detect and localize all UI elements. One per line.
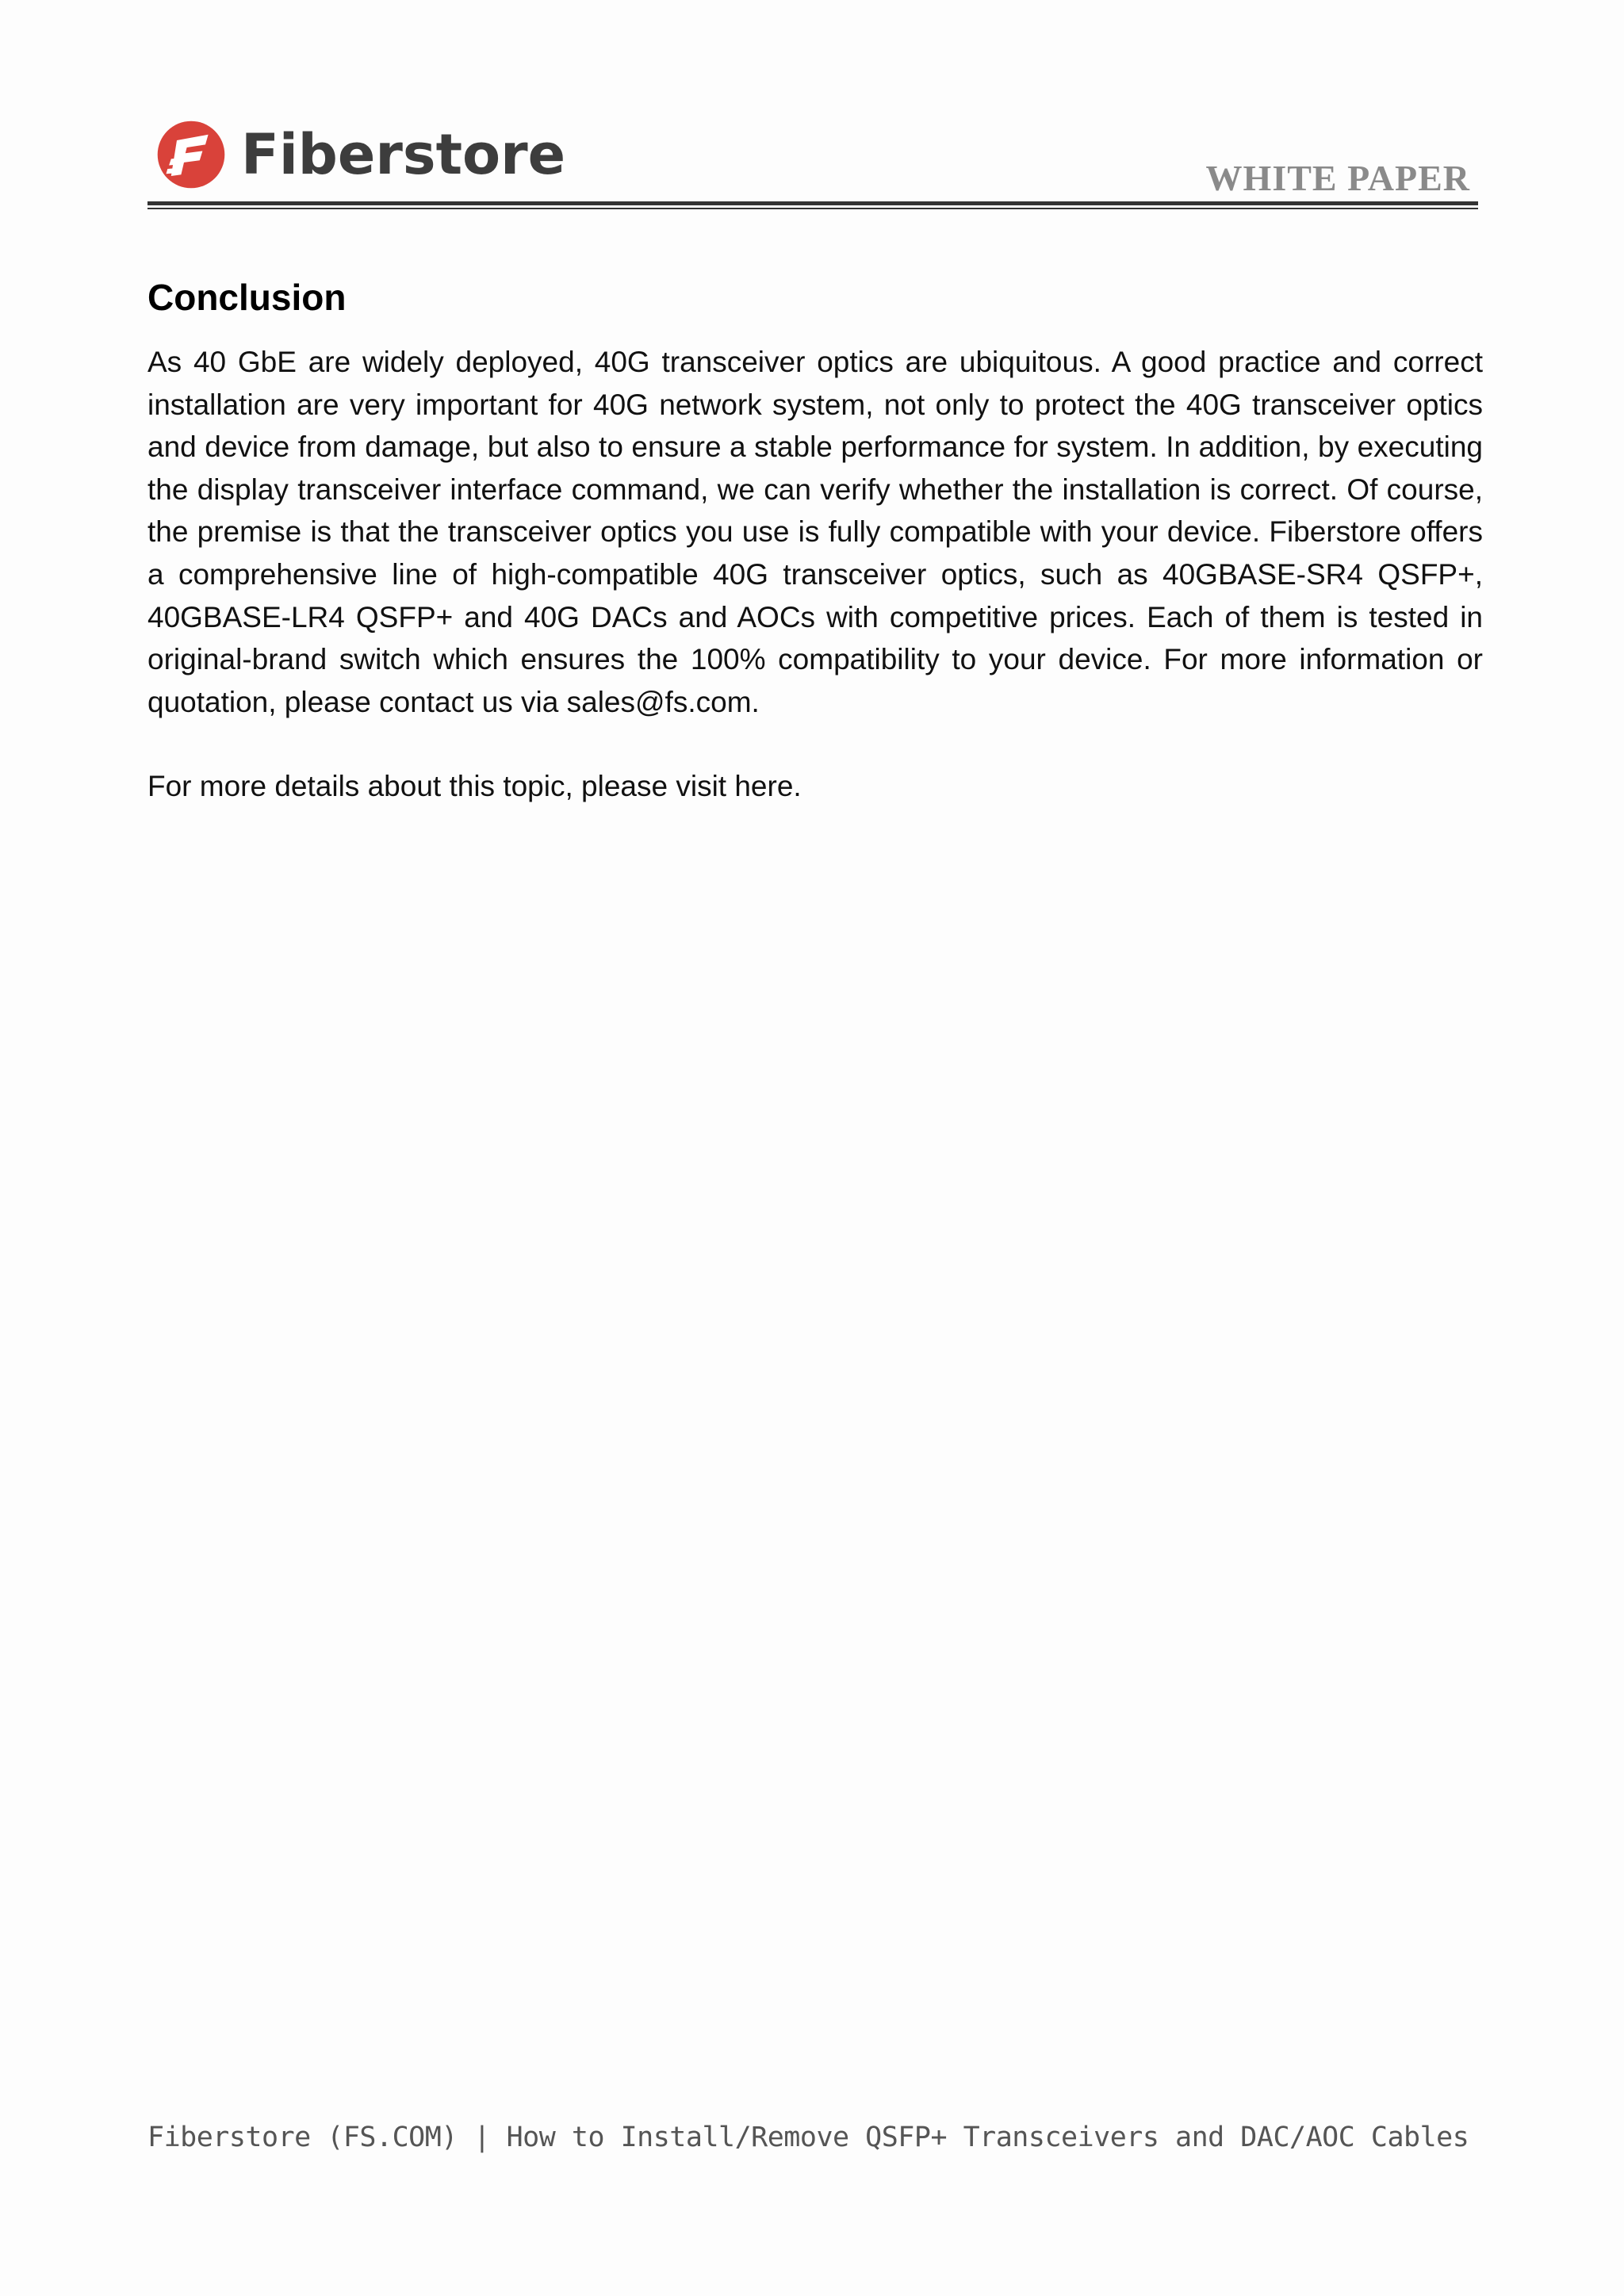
conclusion-paragraph: As 40 GbE are widely deployed, 40G transceiver optics are ubiquitous. A good practice and correct installation are very important for 40G network system, not only to protect the 40G transceiver optics and device from damage, but also to ensure a stable performance for system. In addition, by executing the display transceiver interface command, we can verify whether the installation is correct. Of course, the premise is that the transceiver optics you use is fully compatible with your device. Fiberstore offers a comprehensive line of high-compatible 40G transceiver optics, such as 40GBASE-SR4 QSFP+, 40GBASE-LR4 QSFP+ and 40G DACs and AOCs with competitive prices. Each of them is tested in original-brand switch which ensures the 100% compatibility to your device. For more information or quotation, please contact us via sales@fs.com. bbox=[147, 346, 1483, 718]
main-content bbox=[147, 270, 1483, 808]
header-divider-thin bbox=[147, 208, 1478, 209]
fiberstore-logo-icon bbox=[155, 119, 227, 190]
details-paragraph: For more details about this topic, please visit here. bbox=[147, 770, 802, 803]
header-divider-thick bbox=[147, 201, 1478, 205]
section-title: Conclusion bbox=[147, 277, 347, 318]
page-header bbox=[147, 111, 1478, 214]
brand-logo bbox=[155, 119, 565, 190]
page-footer: Fiberstore (FS.COM) | How to Install/Remove QSFP+ Transceivers and DAC/AOC Cables bbox=[147, 2122, 1469, 2153]
document-type-label: WHITE PAPER bbox=[1205, 158, 1470, 198]
brand-name: Fiberstore bbox=[241, 122, 566, 187]
